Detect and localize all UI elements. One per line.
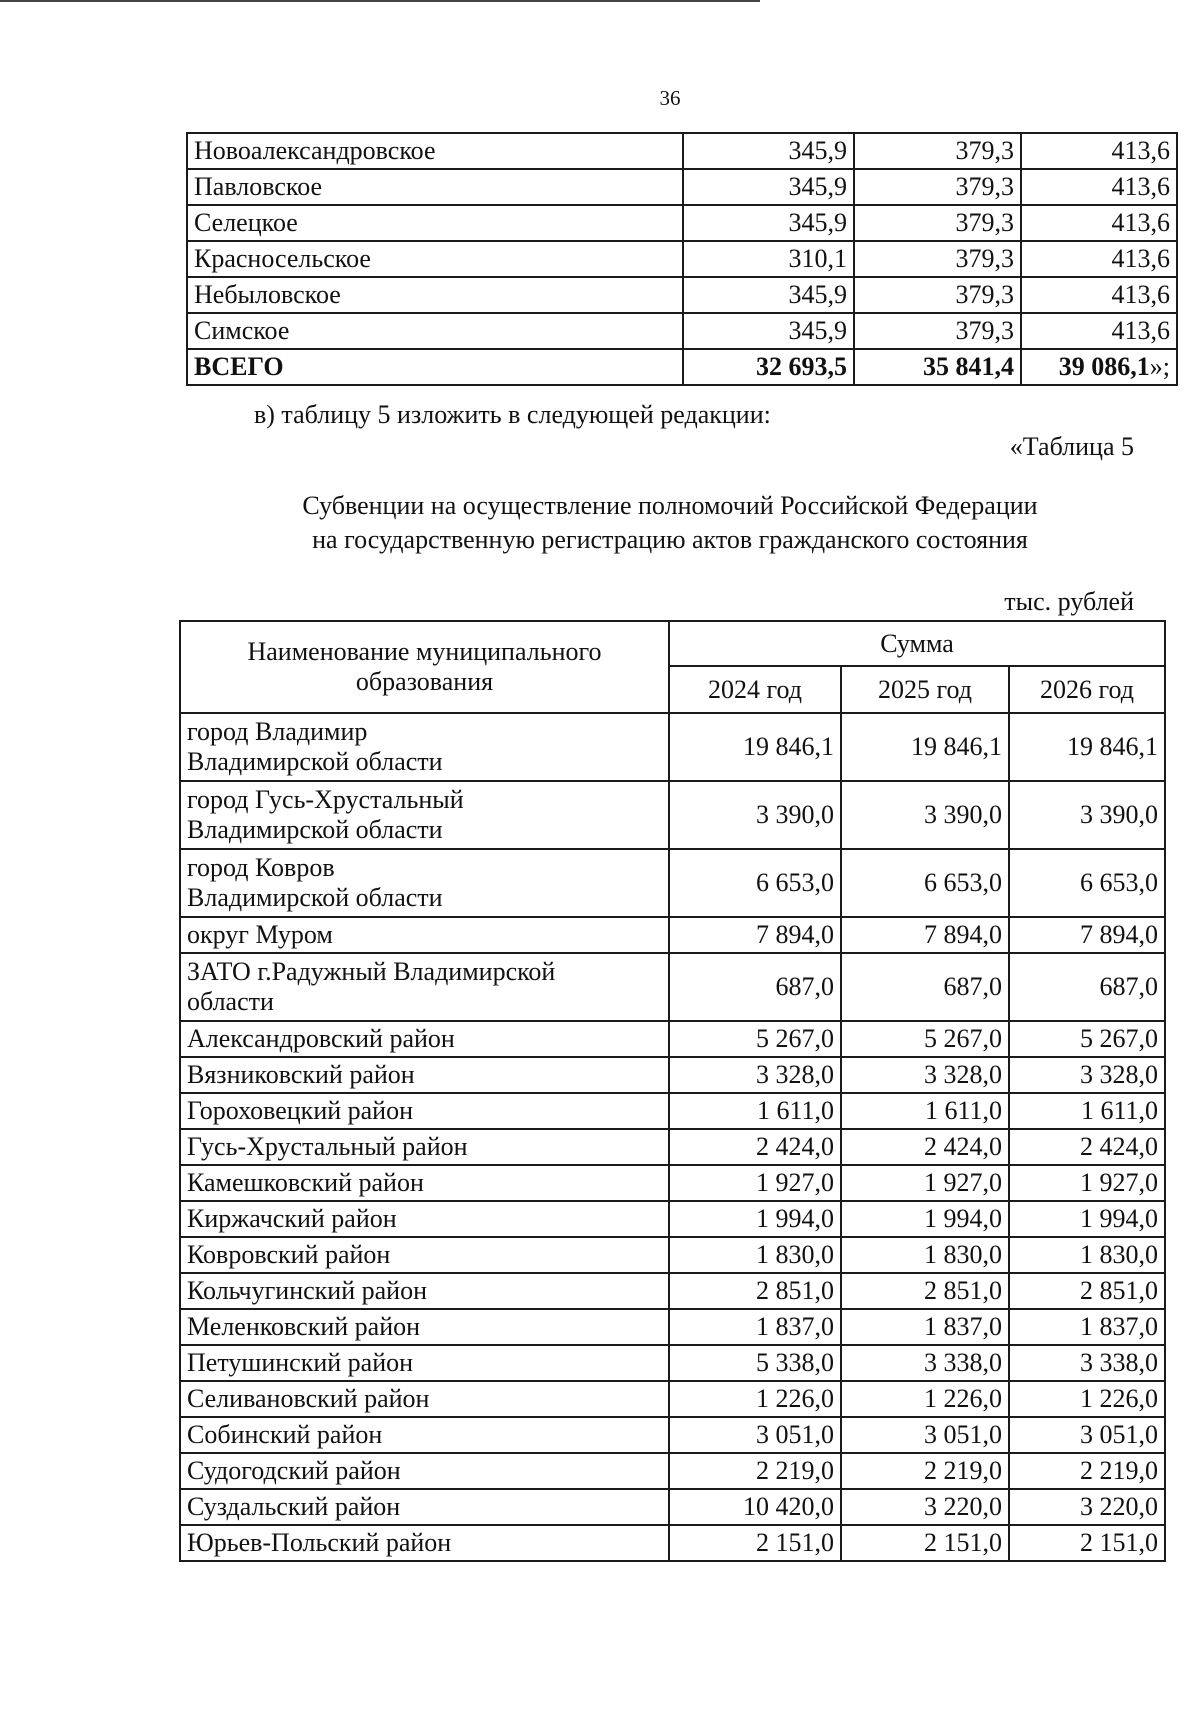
total-2024: 32 693,5: [683, 349, 854, 385]
table-row: [180, 1201, 1165, 1237]
row-2024: 1 837,0: [669, 1309, 841, 1345]
row-2025: 3 338,0: [841, 1345, 1009, 1381]
row-name: Небыловское: [187, 277, 683, 313]
amendment-text: в) таблицу 5 изложить в следующей редакции:: [254, 400, 771, 429]
row-name: Ковровский район: [180, 1237, 669, 1273]
row-2024: 2 219,0: [669, 1453, 841, 1489]
row-2026: 5 267,0: [1009, 1021, 1165, 1057]
row-2025: 3 220,0: [841, 1489, 1009, 1525]
row-2026: 413,6: [1021, 277, 1177, 313]
row-name: Селецкое: [187, 205, 683, 241]
row-name: Александровский район: [180, 1021, 669, 1057]
row-name: Красносельское: [187, 241, 683, 277]
row-2024: 345,9: [683, 205, 854, 241]
row-2025: 1 927,0: [841, 1165, 1009, 1201]
table-row: [180, 1381, 1165, 1417]
table-row: [180, 1309, 1165, 1345]
row-2026: 3 338,0: [1009, 1345, 1165, 1381]
row-2026: 3 051,0: [1009, 1417, 1165, 1453]
total-label: ВСЕГО: [187, 349, 683, 385]
row-2025: 3 328,0: [841, 1057, 1009, 1093]
row-2025: 2 151,0: [841, 1525, 1009, 1561]
table-previous-continuation: [186, 132, 1178, 386]
table-row: [180, 1165, 1165, 1201]
row-2025: 2 424,0: [841, 1129, 1009, 1165]
table-row: [187, 133, 1177, 169]
table-row: [187, 241, 1177, 277]
table-title-line-1: Субвенции на осуществление полномочий Российской Федерации: [302, 491, 1038, 520]
row-2026: 3 220,0: [1009, 1489, 1165, 1525]
table-row: [180, 713, 1165, 781]
table-5-subventions: [179, 620, 1166, 1562]
row-2025: 3 390,0: [841, 781, 1009, 849]
row-name: Вязниковский район: [180, 1057, 669, 1093]
table-row: [187, 277, 1177, 313]
row-2024: 6 653,0: [669, 849, 841, 917]
table-row: [180, 849, 1165, 917]
table-row: [180, 1345, 1165, 1381]
row-name: Павловское: [187, 169, 683, 205]
table-row: [180, 1129, 1165, 1165]
row-2025: 7 894,0: [841, 917, 1009, 953]
row-2024: 310,1: [683, 241, 854, 277]
row-2025: 687,0: [841, 953, 1009, 1021]
row-name: Гусь-Хрустальный район: [180, 1129, 669, 1165]
row-2025: 1 611,0: [841, 1093, 1009, 1129]
units-label: тыс. рублей: [1004, 587, 1134, 616]
row-2024: 1 927,0: [669, 1165, 841, 1201]
row-name: Собинский район: [180, 1417, 669, 1453]
row-name: Петушинский район: [180, 1345, 669, 1381]
total-2025: 35 841,4: [854, 349, 1021, 385]
table-row: [180, 1237, 1165, 1273]
row-name: Судогодский район: [180, 1453, 669, 1489]
row-2026: 1 226,0: [1009, 1381, 1165, 1417]
table-row: [187, 205, 1177, 241]
page-number: 36: [659, 86, 681, 110]
row-2026: 1 927,0: [1009, 1165, 1165, 1201]
row-2025: 2 851,0: [841, 1273, 1009, 1309]
row-2024: 1 226,0: [669, 1381, 841, 1417]
row-2026: 1 837,0: [1009, 1309, 1165, 1345]
row-2024: 2 424,0: [669, 1129, 841, 1165]
row-2026: 413,6: [1021, 205, 1177, 241]
row-2025: 1 226,0: [841, 1381, 1009, 1417]
row-name: Меленковский район: [180, 1309, 669, 1345]
row-2025: 5 267,0: [841, 1021, 1009, 1057]
row-2024: 5 338,0: [669, 1345, 841, 1381]
table-title: [0, 489, 1200, 557]
row-name: Новоалександровское: [187, 133, 683, 169]
scan-top-edge-line: [0, 0, 760, 2]
row-2026: 2 219,0: [1009, 1453, 1165, 1489]
row-2026: 7 894,0: [1009, 917, 1165, 953]
row-2025: 3 051,0: [841, 1417, 1009, 1453]
row-2025: 1 994,0: [841, 1201, 1009, 1237]
row-2025: 379,3: [854, 205, 1021, 241]
row-2025: 379,3: [854, 241, 1021, 277]
table-row: [180, 1273, 1165, 1309]
row-2024: 10 420,0: [669, 1489, 841, 1525]
row-2026: 413,6: [1021, 133, 1177, 169]
row-name: город Ковров Владимирской области: [180, 849, 669, 917]
row-name: Камешковский район: [180, 1165, 669, 1201]
row-2025: 2 219,0: [841, 1453, 1009, 1489]
row-2025: 1 837,0: [841, 1309, 1009, 1345]
row-2026: 1 994,0: [1009, 1201, 1165, 1237]
row-2025: 1 830,0: [841, 1237, 1009, 1273]
table-row: [180, 1093, 1165, 1129]
row-2026: 1 830,0: [1009, 1237, 1165, 1273]
row-2026: 3 328,0: [1009, 1057, 1165, 1093]
row-name: Юрьев-Польский район: [180, 1525, 669, 1561]
row-2026: 19 846,1: [1009, 713, 1165, 781]
row-2024: 3 390,0: [669, 781, 841, 849]
row-name: город Владимир Владимирской области: [180, 713, 669, 781]
table-row: [187, 169, 1177, 205]
row-name: округ Муром: [180, 917, 669, 953]
row-2026: 413,6: [1021, 313, 1177, 349]
row-name: ЗАТО г.Радужный Владимирской области: [180, 953, 669, 1021]
row-2025: 19 846,1: [841, 713, 1009, 781]
row-2024: 19 846,1: [669, 713, 841, 781]
table-row: [180, 781, 1165, 849]
total-2026: 39 086,1»;: [1021, 349, 1177, 385]
row-2024: 345,9: [683, 133, 854, 169]
row-name: Суздальский район: [180, 1489, 669, 1525]
row-2024: 2 851,0: [669, 1273, 841, 1309]
row-2026: 6 653,0: [1009, 849, 1165, 917]
row-2026: 687,0: [1009, 953, 1165, 1021]
row-2024: 1 830,0: [669, 1237, 841, 1273]
row-2024: 345,9: [683, 313, 854, 349]
row-2024: 2 151,0: [669, 1525, 841, 1561]
row-name: Кольчугинский район: [180, 1273, 669, 1309]
table-row: [187, 313, 1177, 349]
row-name: Симское: [187, 313, 683, 349]
header-name: Наименование муниципального образования: [180, 621, 669, 713]
header-year-2024: 2024 год: [669, 666, 841, 713]
row-2024: 1 611,0: [669, 1093, 841, 1129]
table-title-line-2: на государственную регистрацию актов гражданского состояния: [312, 525, 1028, 554]
row-2026: 2 424,0: [1009, 1129, 1165, 1165]
table-row: [180, 1525, 1165, 1561]
header-year-2026: 2026 год: [1009, 666, 1165, 713]
row-2024: 3 051,0: [669, 1417, 841, 1453]
row-2026: 3 390,0: [1009, 781, 1165, 849]
row-2026: 413,6: [1021, 169, 1177, 205]
table-row: [180, 1057, 1165, 1093]
row-2025: 379,3: [854, 133, 1021, 169]
table-row: [180, 1453, 1165, 1489]
row-2025: 379,3: [854, 313, 1021, 349]
row-2024: 687,0: [669, 953, 841, 1021]
row-2026: 2 151,0: [1009, 1525, 1165, 1561]
table-row: [180, 1417, 1165, 1453]
row-2024: 5 267,0: [669, 1021, 841, 1057]
row-2024: 345,9: [683, 277, 854, 313]
row-2026: 1 611,0: [1009, 1093, 1165, 1129]
row-2025: 379,3: [854, 277, 1021, 313]
row-2024: 345,9: [683, 169, 854, 205]
row-2024: 1 994,0: [669, 1201, 841, 1237]
row-name: Селивановский район: [180, 1381, 669, 1417]
table-row: [180, 917, 1165, 953]
table-total-row: [187, 349, 1177, 385]
row-name: Гороховецкий район: [180, 1093, 669, 1129]
row-2026: 2 851,0: [1009, 1273, 1165, 1309]
row-2025: 6 653,0: [841, 849, 1009, 917]
header-year-2025: 2025 год: [841, 666, 1009, 713]
row-2026: 413,6: [1021, 241, 1177, 277]
table-row: [180, 953, 1165, 1021]
table-label: «Таблица 5: [1009, 432, 1134, 461]
row-2025: 379,3: [854, 169, 1021, 205]
table-row: [180, 1489, 1165, 1525]
table-header-row: [180, 621, 1165, 666]
row-name: Киржачский район: [180, 1201, 669, 1237]
row-2024: 3 328,0: [669, 1057, 841, 1093]
header-sum: Сумма: [669, 621, 1165, 666]
row-2024: 7 894,0: [669, 917, 841, 953]
row-name: город Гусь-Хрустальный Владимирской области: [180, 781, 669, 849]
table-row: [180, 1021, 1165, 1057]
